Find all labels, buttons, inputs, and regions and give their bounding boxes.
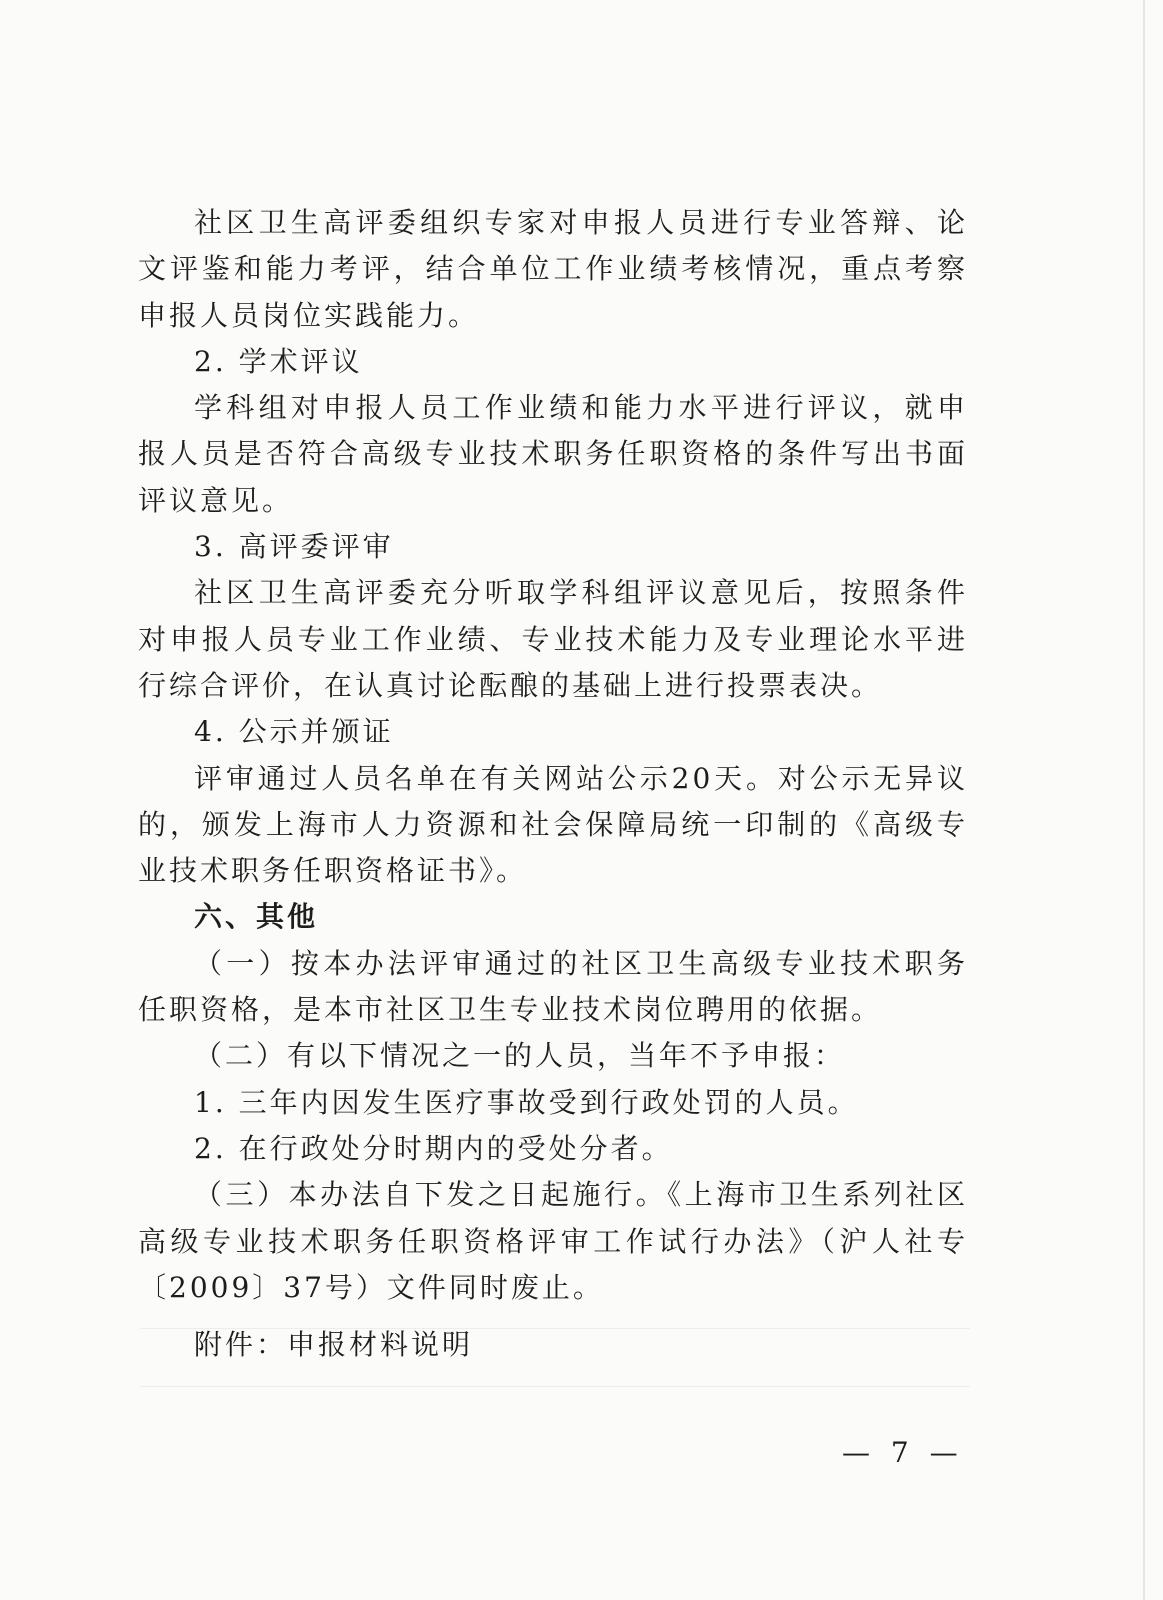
paragraph-academic-review: 学科组对申报人员工作业绩和能力水平进行评议，就申报人员是否符合高级专业技术职务任职资格的条件写出书面评议意见。 bbox=[138, 391, 968, 517]
paragraph-defense: 社区卫生高评委组织专家对申报人员进行专业答辩、论文评鉴和能力考评，结合单位工作业绩考核情况，重点考察申报人员岗位实践能力。 bbox=[138, 206, 968, 332]
item-exclusion-1: 1. 三年内因发生医疗事故受到行政处罚的人员。 bbox=[194, 1085, 859, 1119]
item-committee-review: 3. 高评委评审 bbox=[194, 530, 394, 564]
paragraph-other-3: （三）本办法自下发之日起施行。《上海市卫生系列社区高级专业技术职务任职资格评审工作试行办法》（沪人社专〔2009〕37号）文件同时废止。 bbox=[138, 1178, 968, 1304]
paragraph-committee-review: 社区卫生高评委充分听取学科组评议意见后，按照条件对申报人员专业工作业绩、专业技术能力及专业理论水平进行综合评价，在认真讨论酝酿的基础上进行投票表决。 bbox=[138, 576, 968, 702]
divider-line bbox=[140, 1386, 970, 1387]
paragraph-other-2: （二）有以下情况之一的人员，当年不予申报： bbox=[194, 1039, 846, 1073]
scan-edge bbox=[1143, 0, 1145, 1600]
item-publicity: 4. 公示并颁证 bbox=[194, 715, 394, 749]
item-exclusion-2: 2. 在行政处分时期内的受处分者。 bbox=[194, 1131, 673, 1165]
page-number: — 7 — bbox=[842, 1436, 964, 1469]
paragraph-other-1: （一）按本办法评审通过的社区卫生高级专业技术职务任职资格，是本市社区卫生专业技术岗位聘用的依据。 bbox=[138, 946, 968, 1027]
attachment-note: 附件：申报材料说明 bbox=[194, 1328, 474, 1361]
paragraph-publicity: 评审通过人员名单在有关网站公示20天。对公示无异议的，颁发上海市人力资源和社会保障局统一印制的《高级专业技术职务任职资格证书》。 bbox=[138, 761, 968, 888]
item-academic-review: 2. 学术评议 bbox=[194, 344, 363, 378]
section-heading-other: 六、其他 bbox=[194, 900, 319, 934]
body-text bbox=[138, 200, 968, 1311]
